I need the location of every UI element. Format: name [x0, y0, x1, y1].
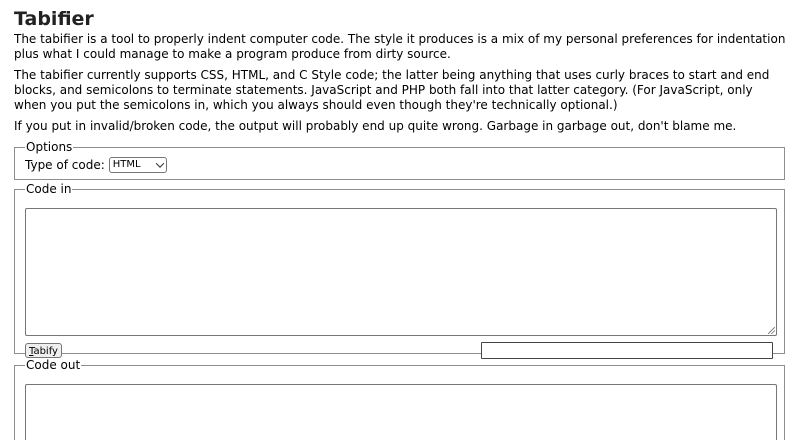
- code-out-fieldset: [14, 358, 785, 440]
- tabify-label: abify: [33, 346, 58, 357]
- code-in-textarea[interactable]: [25, 208, 777, 336]
- options-legend: Options: [26, 140, 73, 154]
- code-in-fieldset: [14, 182, 785, 357]
- chevron-down-icon: [156, 159, 164, 167]
- page-title: Tabifier: [14, 8, 94, 30]
- code-in-legend: Code in: [26, 182, 72, 196]
- tabify-button[interactable]: [25, 343, 62, 358]
- warning-paragraph: If you put in invalid/broken code, the output will probably end up quite wrong. Garbage in garbage out, don't blame me.: [14, 119, 737, 133]
- resize-grip-icon[interactable]: [768, 327, 775, 334]
- code-out-textarea[interactable]: [25, 384, 777, 440]
- type-of-code-label: Type of code:: [25, 158, 105, 172]
- tabify-accesskey: T: [29, 346, 34, 357]
- options-fieldset: [14, 140, 785, 180]
- options-row: [15, 154, 784, 176]
- intro-paragraph: The tabifier is a tool to properly indent computer code. The style it produces is a mix of my personal preferences for indentation plus what I could manage to make a program produce from dirty source.: [14, 32, 786, 61]
- result-input[interactable]: [481, 342, 773, 359]
- code-out-legend: Code out: [26, 358, 81, 372]
- type-of-code-value: HTML: [112, 159, 141, 170]
- support-paragraph: The tabifier currently supports CSS, HTML, and C Style code; the latter being anything that uses curly braces to start and end blocks, and semicolons to terminate statements. JavaScript and PHP both fall into that latter category. (For JavaScript, only when you put the semicolons in, which you always should even though they're technically optional.): [14, 68, 770, 112]
- type-of-code-select[interactable]: [109, 157, 167, 173]
